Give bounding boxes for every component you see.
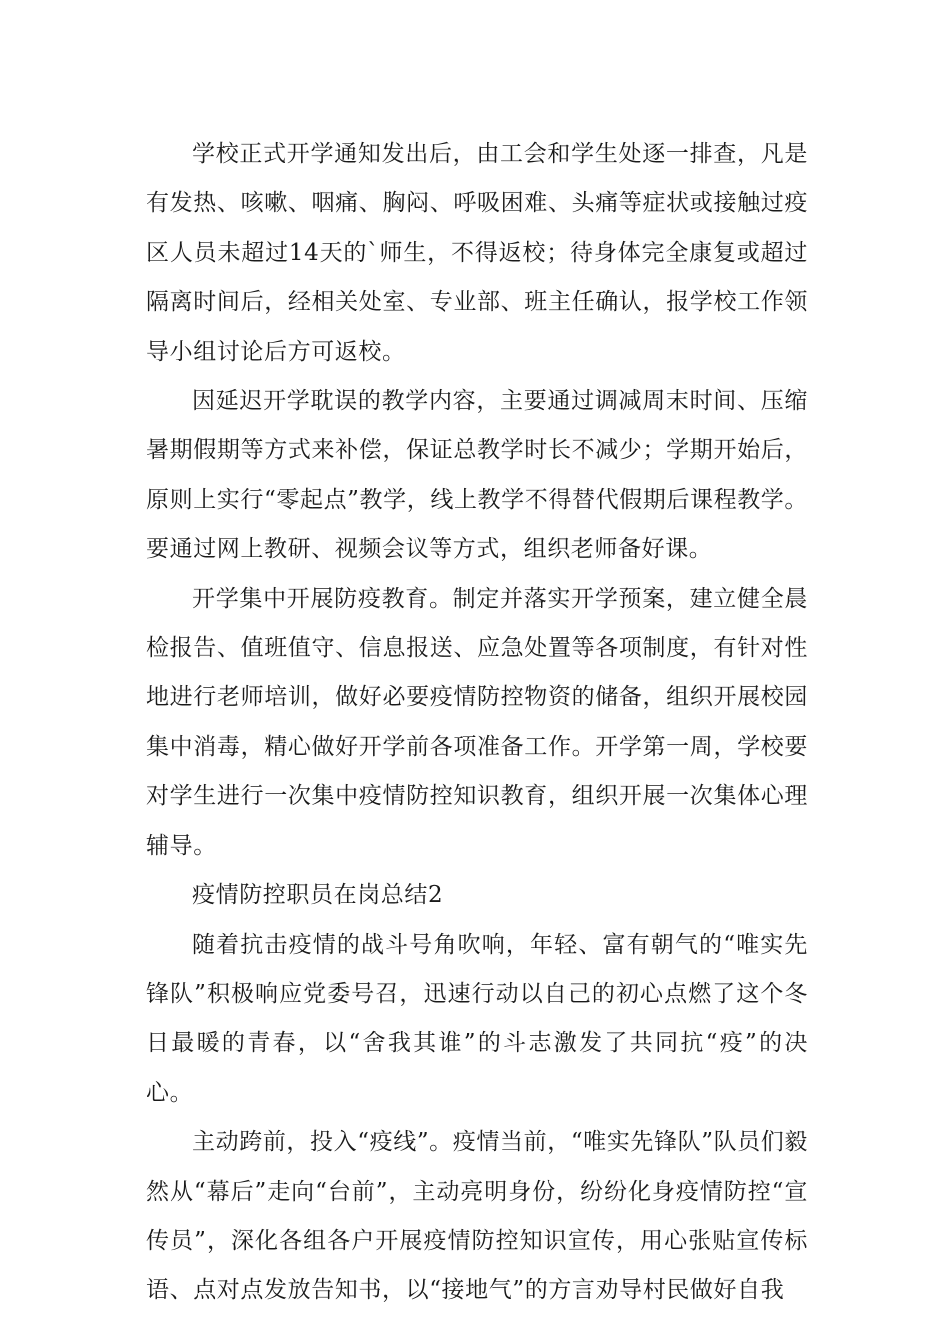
paragraph-epidemic-education: 开学集中开展防疫教育。制定并落实开学预案，建立健全晨检报告、值班值守、信息报送、应急处置等各项制度，有针对性地进行老师培训，做好必要疫情防控物资的储备，组织开展校园集中消毒，精心做好开学前各项准备工作。开学第一周，学校要对学生进行一次集中疫情防控知识教育，组织开展一次集体心理辅导。 <box>146 585 808 859</box>
paragraph-teaching-compensation: 因延迟开学耽误的教学内容，主要通过调减周末时间、压缩暑期假期等方式来补偿，保证总教学时长不减少；学期开始后，原则上实行“零起点”教学，线上教学不得替代假期后课程教学。要通过网上教研、视频会议等方式，组织老师备好课。 <box>146 388 808 563</box>
paragraph-return-screening: 学校正式开学通知发出后，由工会和学生处逐一排查，凡是有发热、咳嗽、咽痛、胸闷、呼吸困难、头痛等症状或接触过疫区人员未超过14天的`师生，不得返校；待身体完全康复或超过隔离时间后，经相关处室、专业部、班主任确认，报学校工作领导小组讨论后方可返校。 <box>146 141 808 365</box>
paragraph-frontline: 主动跨前，投入“疫线”。疫情当前，“唯实先锋队”队员们毅然从“幕后”走向“台前”，主动亮明身份，纷纷化身疫情防控“宣传员”，深化各组各户开展疫情防控知识宣传，用心张贴宣传标语、点对点发放告知书，以“接地气”的方言劝导村民做好自我 <box>146 1129 808 1304</box>
paragraph-vanguard-team: 随着抗击疫情的战斗号角吹响，年轻、富有朝气的“唯实先锋队”积极响应党委号召，迅速行动以自己的初心点燃了这个冬日最暖的青春，以“舍我其谁”的斗志激发了共同抗“疫”的决心。 <box>146 931 808 1106</box>
section-heading: 疫情防控职员在岗总结2 <box>192 882 444 909</box>
document-body <box>146 130 808 1316</box>
